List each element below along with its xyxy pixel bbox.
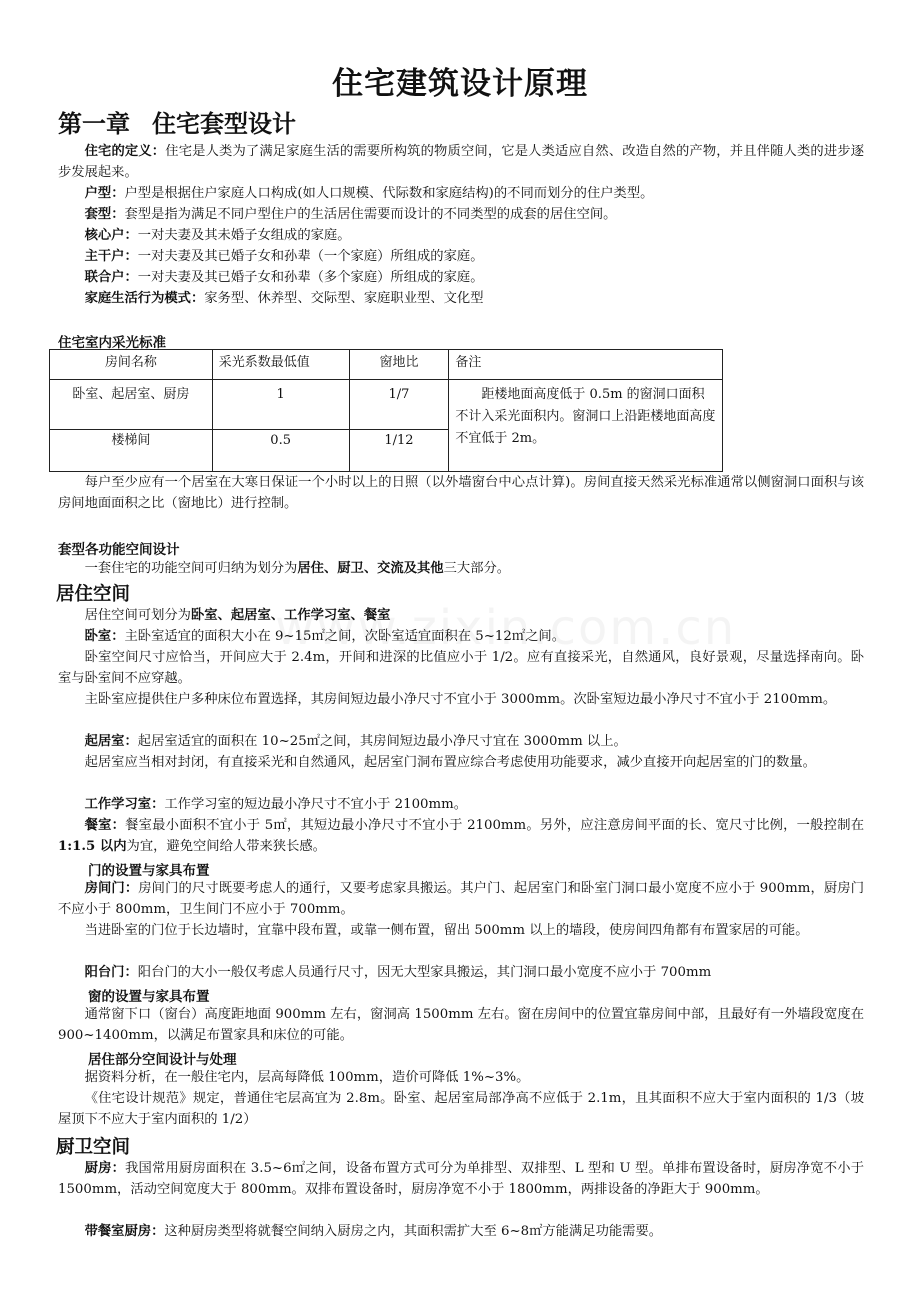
definition-text: 一对夫妻及其已婚子女和孙辈（一个家庭）所组成的家庭。	[137, 249, 484, 264]
cell-coefficient: 1	[212, 380, 349, 430]
table-row	[50, 380, 723, 430]
definition-housing: 住宅的定义：住宅是人类为了满足家庭生活的需要所构筑的物质空间，它是人类适应自然、改造自然的产物，并且伴随人类的进步逐步发展起来。	[58, 144, 865, 180]
living-room-layout: 起居室应当相对封闭，有直接采光和自然通风，起居室门洞布置应综合考虑使用功能要求，减少直接开向起居室的门的数量。	[84, 755, 816, 770]
term: 住宅的定义	[84, 144, 152, 159]
document-title: 住宅建筑设计原理	[332, 66, 588, 102]
dining-room: 餐室：餐室最小面积不宜小于 5㎡，其短边最小净尺寸不宜小于 2100mm。另外，应注意房间平面的长、宽尺寸比例，一般控制在 1:1.5 以内为宜，避免空间给人带来狭长感。	[58, 818, 865, 854]
definition-behavior: 家庭生活行为模式：家务型、休养型、交际型、家庭职业型、文化型	[84, 291, 484, 306]
dining-kitchen: 带餐室厨房：这种厨房类型将就餐空间纳入厨房之内，其面积需扩大至 6~8㎡方能满足功能需要。	[84, 1224, 663, 1239]
definition-household-type: 户型：户型是根据住户家庭人口构成(如人口规模、代际数和家庭结构)的不同而划分的住户类型。	[84, 186, 654, 201]
definition-text: 户型是根据住户家庭人口构成(如人口规模、代际数和家庭结构)的不同而划分的住户类型。	[124, 186, 654, 201]
table-header-row	[50, 350, 723, 380]
term: 联合户	[84, 270, 125, 285]
term: 主干户	[84, 249, 125, 264]
living-intro: 居住空间可划分为卧室、起居室、工作学习室、餐室	[84, 608, 391, 623]
living-room-area: 起居室：起居室适宜的面积在 10~25㎡之间，其房间短边最小净尺寸宜在 3000mm 以上。	[84, 734, 627, 749]
floor-height-code: 《住宅设计规范》规定，普通住宅层高宜为 2.8m。卧室、起居室局部净高不应低于 2.1m，且其面积不应大于室内面积的 1/3（坡屋顶下不应大于室内面积的 1/2）	[58, 1091, 864, 1127]
header-coefficient: 采光系数最低值	[212, 350, 349, 380]
cell-window-ratio: 1/7	[349, 380, 449, 430]
balcony-door: 阳台门：阳台门的大小一般仅考虑人员通行尺寸，因无大型家具搬运，其门洞口最小宽度不应小于 700mm	[84, 965, 712, 980]
space-design-heading: 套型各功能空间设计	[58, 542, 180, 558]
term: 核心户	[84, 228, 125, 243]
term: 套型	[84, 207, 112, 222]
lighting-after-text: 每户至少应有一个居室在大寒日保证一个小时以上的日照（以外墙窗台中心点计算)。房间直接天然采光标准通常以侧窗洞口面积与该房间地面面积之比（窗地比）进行控制。	[58, 475, 864, 511]
door-position: 当进卧室的门位于长边墙时，宜靠中段布置，或靠一侧布置，留出 500mm 以上的墙段，使房间四角都有布置家居的可能。	[84, 923, 809, 938]
bedroom-area: 卧室：主卧室适宜的面积大小在 9~15㎡之间，次卧室适宜面积在 5~12㎡之间。	[84, 629, 565, 644]
space-design-intro: 一套住宅的功能空间可归纳为划分为居住、厨卫、交流及其他三大部分。	[84, 561, 511, 576]
living-space-heading: 居住空间	[56, 584, 131, 605]
door-heading: 门的设置与家具布置	[88, 863, 210, 879]
chapter-number: 第一章	[58, 110, 130, 138]
bedroom-size: 卧室空间尺寸应恰当，开间应大于 2.4m，开间和进深的比值应小于 1/2。应有直接采光，自然通风，良好景观，尽量选择南向。卧室与卧室间不应穿越。	[58, 650, 864, 686]
definition-suite-type: 套型：套型是指为满足不同户型住户的生活居住需要而设计的不同类型的成套的居住空间。	[84, 207, 617, 222]
definition-joint: 联合户：一对夫妻及其已婚子女和孙辈（多个家庭）所组成的家庭。	[84, 270, 484, 285]
window-heading: 窗的设置与家具布置	[88, 989, 210, 1005]
lighting-table	[49, 349, 723, 472]
cell-note: 距楼地面高度低于 0.5m 的窗洞口面积不计入采光面积内。窗洞口上沿距楼地面高度不宜低于 2m。	[449, 380, 723, 472]
kitchen-paragraph: 厨房：我国常用厨房面积在 3.5~6㎡之间，设备布置方式可分为单排型、双排型、L 型和 U 型。单排布置设备时，厨房净宽不小于 1500mm，活动空间宽度大于 800mm。双排布置设备时，厨房净宽不小于 1800mm，两排设备的净距大于 900mm。	[58, 1161, 864, 1197]
floor-height-cost: 据资料分析，在一般住宅内，层高每降低 100mm，造价可降低 1%~3%。	[84, 1070, 530, 1085]
chapter-name: 住宅套型设计	[152, 110, 296, 138]
chapter-heading	[58, 104, 296, 139]
header-note: 备注	[449, 350, 723, 380]
room-door: 房间门：房间门的尺寸既要考虑人的通行，又要考虑家具搬运。其户门、起居室门和卧室门洞口最小宽度不应小于 900mm，厨房门不应小于 800mm，卫生间门不应小于 700mm。	[58, 881, 865, 917]
header-window-ratio: 窗地比	[349, 350, 449, 380]
lighting-heading: 住宅室内采光标准	[58, 335, 166, 351]
cell-room: 卧室、起居室、厨房	[50, 380, 213, 430]
definition-stem: 主干户：一对夫妻及其已婚子女和孙辈（一个家庭）所组成的家庭。	[84, 249, 484, 264]
definition-nuclear: 核心户：一对夫妻及其未婚子女组成的家庭。	[84, 228, 351, 243]
cell-room: 楼梯间	[50, 429, 213, 471]
definition-text: 一对夫妻及其已婚子女和孙辈（多个家庭）所组成的家庭。	[137, 270, 484, 285]
cell-coefficient: 0.5	[212, 429, 349, 471]
cell-window-ratio: 1/12	[349, 429, 449, 471]
term: 户型	[84, 186, 112, 201]
definition-text: 套型是指为满足不同户型住户的生活居住需要而设计的不同类型的成套的居住空间。	[124, 207, 617, 222]
watermark	[275, 600, 736, 656]
window-position: 通常窗下口（窗台）高度距地面 900mm 左右，窗洞高 1500mm 左右。窗在房间中的位置宜靠房间中部，且最好有一外墙段宽度在 900~1400mm，以满足布置家具和床位的可能。	[58, 1007, 864, 1043]
header-room: 房间名称	[50, 350, 213, 380]
definition-text: 家务型、休养型、交际型、家庭职业型、文化型	[204, 291, 484, 306]
kitchen-bath-heading: 厨卫空间	[56, 1137, 131, 1158]
definition-text: 住宅是人类为了满足家庭生活的需要所构筑的物质空间，它是人类适应自然、改造自然的产物，并且伴随人类的进步逐步发展起来。	[58, 144, 865, 180]
master-bedroom: 主卧室应提供住户多种床位布置选择，其房间短边最小净尺寸不宜小于 3000mm。次卧室短边最小净尺寸不宜小于 2100mm。	[84, 692, 837, 707]
definition-text: 一对夫妻及其未婚子女组成的家庭。	[137, 228, 351, 243]
study-room: 工作学习室：工作学习室的短边最小净尺寸不宜小于 2100mm。	[84, 797, 468, 812]
term: 家庭生活行为模式	[84, 291, 191, 306]
process-heading: 居住部分空间设计与处理	[88, 1052, 237, 1068]
